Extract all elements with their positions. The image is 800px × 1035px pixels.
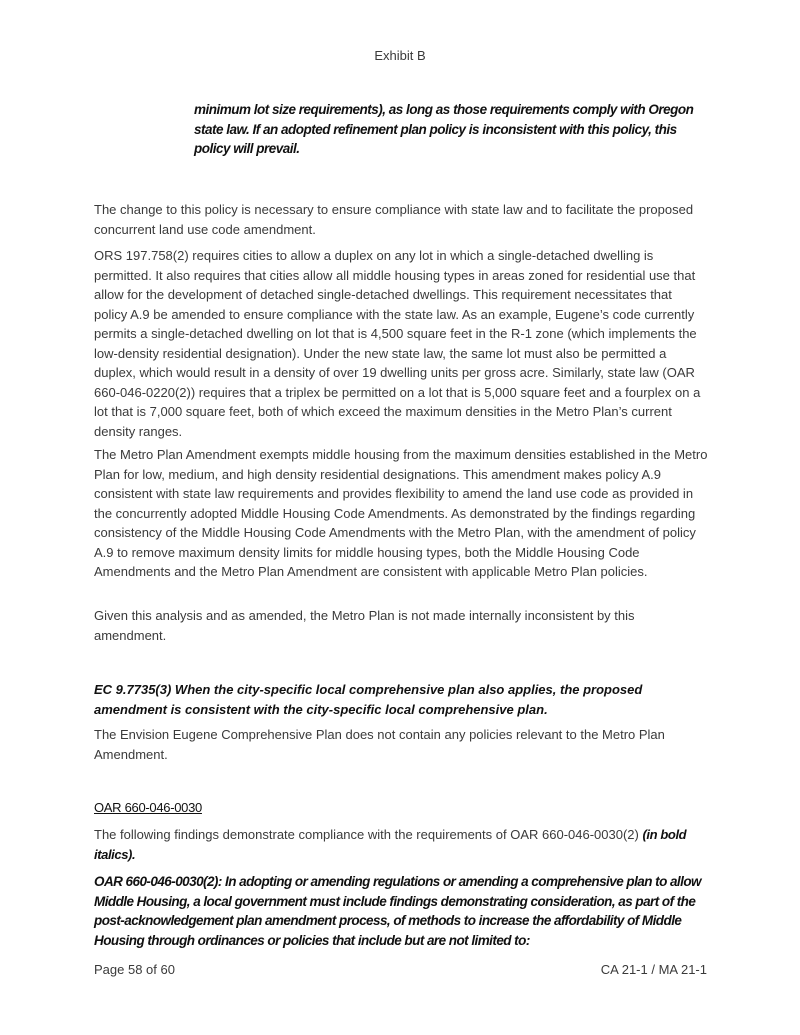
page-header: Exhibit B <box>374 48 426 63</box>
paragraph-text: The change to this policy is necessary to ensure compliance with state law and to facilitate the proposed concurrent land use code amendment. <box>94 202 694 237</box>
paragraph-ors-requirements <box>94 246 708 441</box>
oar-section-heading: OAR 660-046-0030 <box>94 800 202 815</box>
criterion-heading: EC 9.7735(3) When the city-specific local comprehensive plan also applies, the proposed amendment is consistent with the city-specific local comprehensive plan. <box>94 682 643 717</box>
document-id: CA 21-1 / MA 21-1 <box>600 962 707 977</box>
paragraph-envision-eugene <box>94 725 708 764</box>
paragraph-oar-findings-intro <box>94 825 708 864</box>
policy-quote-text: minimum lot size requirements), as long as those requirements comply with Oregon state law. If an adopted refinement plan policy is inconsistent with this policy, this policy will prevail. <box>194 102 694 156</box>
paragraph-text: ORS 197.758(2) requires cities to allow a duplex on any lot in which a single-detached dwelling is permitted. It also requires that cities allow all middle housing types in areas zoned for residential use that allow for the development of detached single-detached dwellings. This requirement necessitates that policy A.9 be amended to ensure compliance with the state law. As an example, Eugene’s code currently permits a single-detached dwelling on lot that is 4,500 square feet in the R-1 zone (which implements the low-density residential designation). Under the new state law, the same lot must also be permitted a duplex, which would result in a density of over 19 dwelling units per gross acre. Similarly, state law (OAR 660-046-0220(2)) requires that a triplex be permitted on a lot that is 5,000 square feet and a fourplex on a lot that is 7,000 square feet, both of which exceed the maximum densities in the Metro Plan’s current density ranges. <box>94 248 701 439</box>
paragraph-emphasis-text: (in bold italics). <box>94 827 687 862</box>
page-number: Page 58 of 60 <box>94 962 175 977</box>
policy-quote <box>194 100 714 159</box>
paragraph-policy-change <box>94 200 708 239</box>
oar-quote: OAR 660-046-0030(2): In adopting or amending regulations or amending a comprehensive plan to allow Middle Housing, a local government must include findings demonstrating consideration, as part of the post-acknowledgement plan amendment process, of methods to increase the affordability of Middle Housing through ordinances or policies that include but are not limited to: <box>94 874 701 948</box>
paragraph-plain-text: The following findings demonstrate compliance with the requirements of OAR 660-046-0030(2) <box>94 827 643 842</box>
paragraph-analysis-conclusion <box>94 606 708 645</box>
paragraph-text: The Envision Eugene Comprehensive Plan does not contain any policies relevant to the Metro Plan Amendment. <box>94 727 665 762</box>
paragraph-text: The Metro Plan Amendment exempts middle housing from the maximum densities established in the Metro Plan for low, medium, and high density residential designations. This amendment makes policy A.9 consistent with state law requirements and provides flexibility to amend the land use code as provided in the concurrently adopted Middle Housing Code Amendments. As demonstrated by the findings regarding consistency of the Middle Housing Code Amendments with the Metro Plan, with the amendment of policy A.9 to remove maximum density limits for middle housing types, both the Middle Housing Code Amendments and the Metro Plan Amendment are consistent with applicable Metro Plan policies. <box>94 447 708 579</box>
paragraph-text <box>94 825 708 864</box>
paragraph-metro-plan-amendment <box>94 445 708 582</box>
paragraph-text: Given this analysis and as amended, the Metro Plan is not made internally inconsistent by this amendment. <box>94 608 635 643</box>
